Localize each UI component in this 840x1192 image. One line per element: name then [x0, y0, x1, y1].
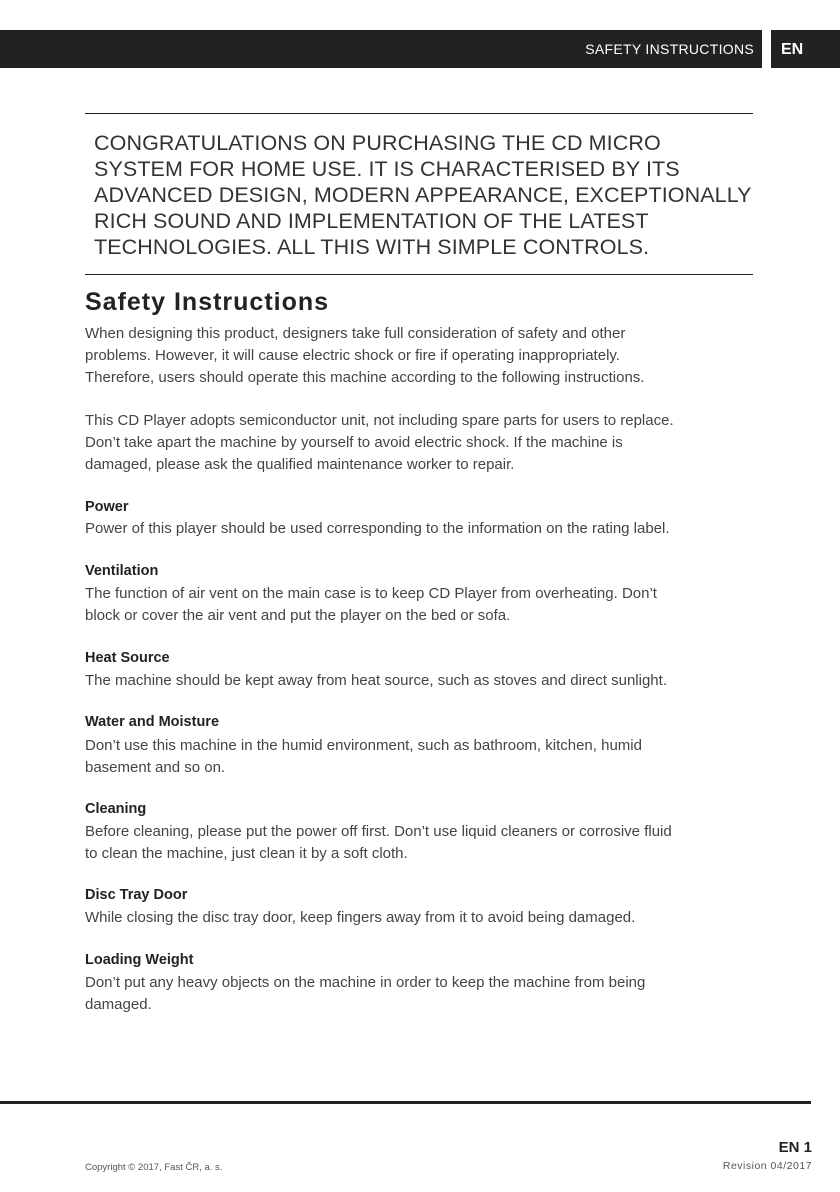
intro-line: RICH SOUND AND IMPLEMENTATION OF THE LATEST	[94, 209, 649, 233]
paragraph-line: The machine should be kept away from heat source, such as stoves and direct sunlight.	[85, 672, 667, 689]
page-number: EN 1	[778, 1139, 812, 1156]
paragraph-line: basement and so on.	[85, 759, 226, 776]
intro-bottom-rule	[85, 274, 753, 275]
header-title: SAFETY INSTRUCTIONS	[585, 41, 754, 57]
paragraph-line: Don’t use this machine in the humid environment, such as bathroom, kitchen, humid	[85, 737, 642, 754]
item-heading-power: Power	[85, 499, 129, 515]
intro-top-rule	[85, 113, 753, 114]
intro-line: TECHNOLOGIES. ALL THIS WITH SIMPLE CONTROLS.	[94, 235, 650, 259]
intro-line: SYSTEM FOR HOME USE. IT IS CHARACTERISED BY ITS	[94, 157, 680, 181]
item-text-heat-source	[85, 670, 785, 692]
general-paragraph	[85, 410, 785, 476]
paragraph-line: block or cover the air vent and put the player on the bed or sofa.	[85, 607, 511, 624]
paragraph-line: While closing the disc tray door, keep fingers away from it to avoid being damaged.	[85, 909, 636, 926]
intro-line: ADVANCED DESIGN, MODERN APPEARANCE, EXCEPTIONALLY	[94, 183, 752, 207]
item-text-loading-weight	[85, 972, 785, 1016]
general-paragraph	[85, 323, 785, 389]
paragraph-line: damaged.	[85, 996, 152, 1013]
paragraph-line: The function of air vent on the main case is to keep CD Player from overheating. Don’t	[85, 585, 657, 602]
item-heading-ventilation: Ventilation	[85, 563, 159, 579]
item-heading-loading-weight: Loading Weight	[85, 952, 194, 968]
item-text-disc-tray-door	[85, 907, 785, 929]
paragraph-line: Power of this player should be used corresponding to the information on the rating label.	[85, 520, 670, 537]
header-bar	[0, 30, 762, 68]
paragraph-line: to clean the machine, just clean it by a soft cloth.	[85, 845, 408, 862]
item-heading-disc-tray-door: Disc Tray Door	[85, 887, 188, 903]
paragraph-line: This CD Player adopts semiconductor unit, not including spare parts for users to replace.	[85, 412, 674, 429]
paragraph-line: When designing this product, designers take full consideration of safety and other	[85, 325, 626, 342]
item-text-ventilation	[85, 583, 785, 627]
language-badge: EN	[771, 30, 840, 68]
paragraph-line: problems. However, it will cause electric shock or fire if operating inappropriately.	[85, 347, 620, 364]
paragraph-line: Don’t take apart the machine by yourself to avoid electric shock. If the machine is	[85, 434, 623, 451]
paragraph-line: Don’t put any heavy objects on the machine in order to keep the machine from being	[85, 974, 646, 991]
item-heading-heat-source: Heat Source	[85, 650, 170, 666]
item-text-water-moisture	[85, 735, 785, 779]
intro-block	[94, 130, 784, 260]
copyright-text: Copyright © 2017, Fast ČR, a. s.	[85, 1162, 223, 1173]
intro-line: CONGRATULATIONS ON PURCHASING THE CD MICRO	[94, 131, 661, 155]
paragraph-line: Therefore, users should operate this machine according to the following instructions.	[85, 369, 645, 386]
item-heading-cleaning: Cleaning	[85, 801, 147, 817]
item-text-cleaning	[85, 821, 785, 865]
section-title: Safety Instructions	[85, 288, 330, 316]
item-text-power	[85, 518, 785, 540]
paragraph-line: Before cleaning, please put the power off first. Don’t use liquid cleaners or corrosive fluid	[85, 823, 672, 840]
item-heading-water-moisture: Water and Moisture	[85, 714, 220, 730]
revision-text: Revision 04/2017	[722, 1160, 812, 1172]
footer-rule	[0, 1101, 811, 1104]
paragraph-line: damaged, please ask the qualified maintenance worker to repair.	[85, 456, 515, 473]
